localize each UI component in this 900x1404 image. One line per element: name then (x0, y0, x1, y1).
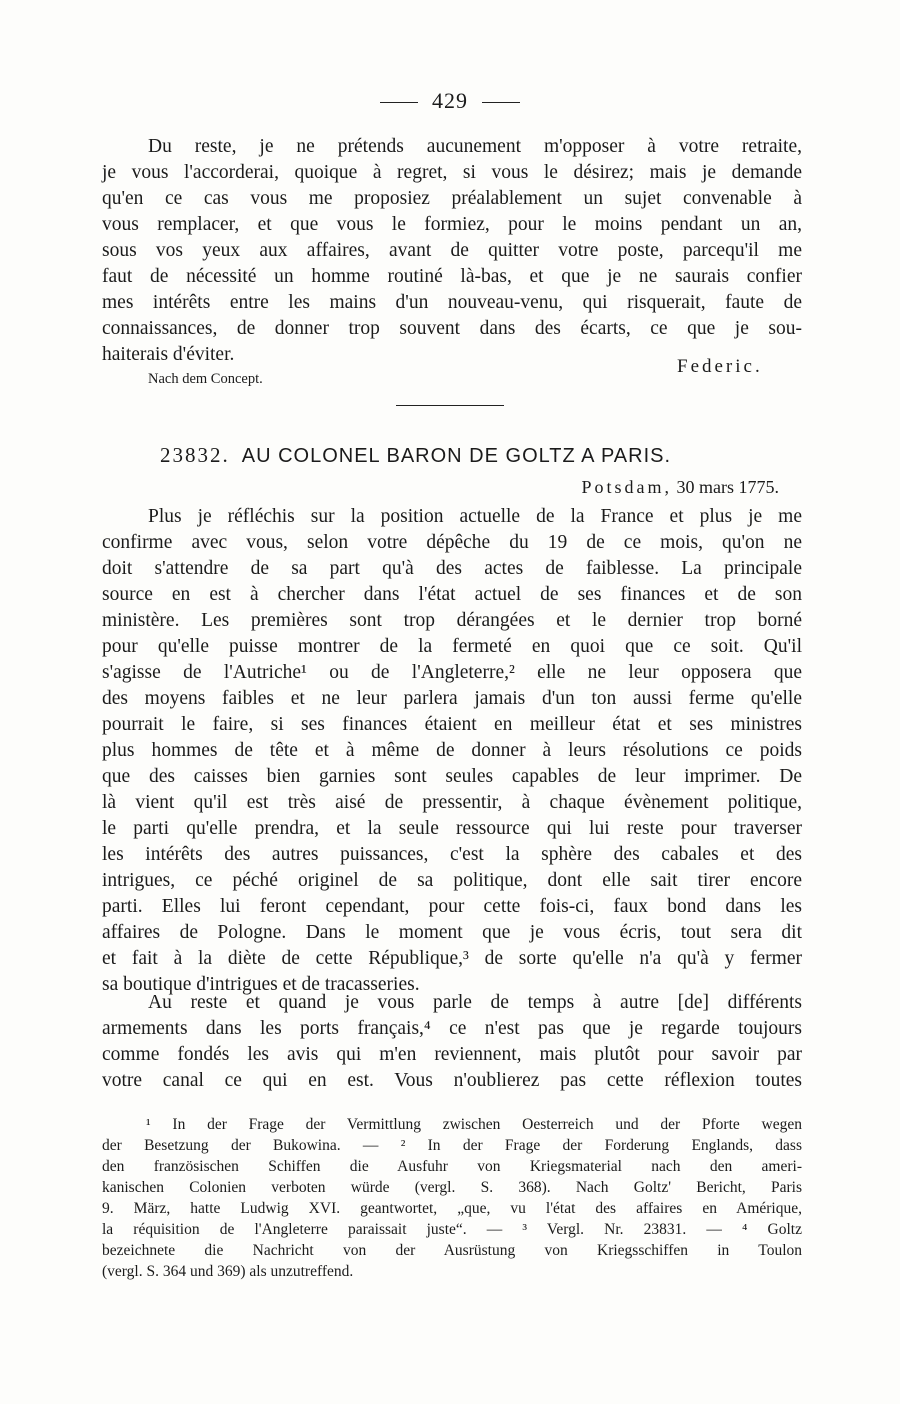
text-line: doit s'attendre de sa part qu'à des actes de faiblesse. La principale (102, 558, 802, 579)
text-line: votre canal ce qui en est. Vous n'oublierez pas cette réflexion toutes (102, 1070, 802, 1091)
footnote-line: ¹ In der Frage der Vermittlung zwischen Oesterreich und der Pforte wegen (146, 1116, 802, 1133)
text-line: confirme avec vous, selon votre dépêche du 19 de ce mois, qu'on ne (102, 532, 802, 553)
text-line: vous remplacer, et que vous le formiez, pour le moins pendant un an, (102, 214, 802, 235)
letter-number: 23832. (160, 443, 230, 467)
footnotes (102, 1114, 802, 1282)
text-line: et fait à la diète de cette République,³ de sorte qu'elle n'a qu'à y fermer (102, 948, 802, 969)
letter-heading: AU COLONEL BARON DE GOLTZ A PARIS. (241, 445, 672, 467)
text-line: le parti qu'elle prendra, et la seule ressource qui lui reste pour traverser (102, 818, 802, 839)
footnote-line: la réquisition de l'Angleterre paraissait juste“. — ³ Vergl. Nr. 23831. — ⁴ Goltz (102, 1221, 802, 1238)
footnote-line: kanischen Colonien verboten würde (vergl. S. 368). Nach Goltz' Bericht, Paris (102, 1179, 802, 1196)
paragraph-1 (102, 504, 802, 998)
section-divider (396, 405, 504, 406)
text-line: haiterais d'éviter. (102, 344, 235, 365)
text-line: comme fondés les avis qui m'en reviennent, mais plutôt pour savoir par (102, 1044, 802, 1065)
footnote-line: der Besetzung der Bukowina. — ² In der Frage der Forderung Englands, dass (102, 1137, 802, 1154)
letter-title (160, 443, 800, 468)
text-line: des moyens faibles et ne leur parlera jamais d'un ton aussi ferme qu'elle (102, 688, 802, 709)
footnote-line: (vergl. S. 364 und 369) als unzutreffend. (102, 1263, 354, 1280)
text-line: parti. Elles lui feront cependant, pour cette fois-ci, faux bond dans les (102, 896, 802, 917)
text-line: faut de nécessité un homme routiné là-bas, et que je ne saurais confier (102, 266, 802, 287)
text-line: que des caisses bien garnies sont seules capables de leur imprimer. De (102, 766, 802, 787)
text-line: les intérêts des autres puissances, c'est la sphère des cabales et des (102, 844, 802, 865)
text-line: qu'en ce cas vous me proposiez préalablement un sujet convenable à (102, 188, 802, 209)
text-line: intrigues, ce péché originel de sa politique, dont elle sait tirer encore (102, 870, 802, 891)
footnote-line: bezeichnete die Nachricht von der Ausrüstung von Kriegsschiffen in Toulon (102, 1242, 802, 1259)
text-line: Plus je réfléchis sur la position actuelle de la France et plus je me (148, 506, 802, 527)
text-line: affaires de Pologne. Dans le moment que je vous écris, tout sera dit (102, 922, 802, 943)
intro-paragraph (102, 134, 802, 368)
text-line: je vous l'accorderai, quoique à regret, si vous le désirez; mais je demande (102, 162, 802, 183)
page-header (0, 88, 900, 114)
signature: Federic. (677, 356, 763, 377)
text-line: s'agisse de l'Autriche¹ ou de l'Angleterre,² elle ne leur opposera que (102, 662, 802, 683)
text-line: sa boutique d'intrigues et de tracasseries. (102, 974, 420, 995)
text-line: sous vos yeux aux affaires, avant de quitter votre poste, parcequ'il me (102, 240, 802, 261)
header-dash-left (380, 102, 418, 103)
footnote-line: den französischen Schiffen die Ausfuhr von Kriegsmaterial nach den ameri- (102, 1158, 802, 1175)
text-line: pour qu'elle puisse montrer de la fermeté en quoi que ce soit. Qu'il (102, 636, 802, 657)
text-line: connaissances, de donner trop souvent dans des écarts, ce que je sou- (102, 318, 802, 339)
page-number: 429 (432, 88, 468, 113)
text-line: ministère. Les premières sont trop dérangées et le dernier trop borné (102, 610, 802, 631)
text-line: source en est à chercher dans l'état actuel de ses finances et de son (102, 584, 802, 605)
header-dash-right (482, 102, 520, 103)
text-line: Du reste, je ne prétends aucunement m'opposer à votre retraite, (148, 136, 802, 157)
dateline-date: 30 mars 1775. (676, 477, 779, 497)
dateline-place: Potsdam, (581, 477, 672, 497)
text-line: là vient qu'il est très aisé de pressentir, à chaque évènement politique, (102, 792, 802, 813)
footnote-line: 9. März, hatte Ludwig XVI. geantwortet, „que, vu l'état des affaires en Amérique, (102, 1200, 802, 1217)
text-line: pourrait le faire, si ses finances étaient en meilleur état et ses ministres (102, 714, 802, 735)
text-line: plus hommes de tête et à même de donner à leurs résolutions ce poids (102, 740, 802, 761)
text-line: Au reste et quand je vous parle de temps à autre [de] différents (148, 992, 802, 1013)
paragraph-2 (102, 990, 802, 1094)
text-line: armements dans les ports français,⁴ ce n'est pas que je regarde toujours (102, 1018, 802, 1039)
dateline (0, 477, 779, 498)
source-note: Nach dem Concept. (148, 371, 263, 387)
text-line: mes intérêts entre les mains d'un nouveau-venu, qui risquerait, faute de (102, 292, 802, 313)
